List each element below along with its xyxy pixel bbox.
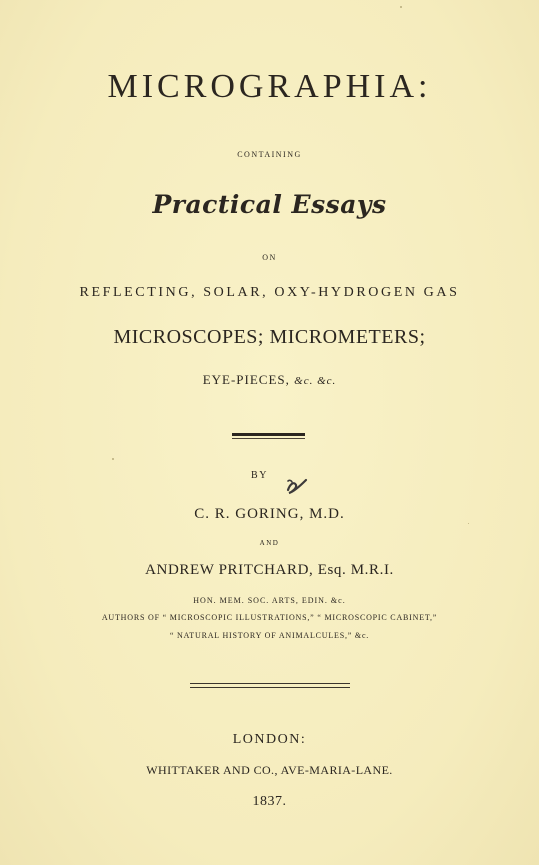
containing-label: CONTAINING xyxy=(237,150,302,159)
handwritten-mark-icon xyxy=(284,476,310,496)
paper-speck xyxy=(112,458,114,460)
imprint-place: LONDON: xyxy=(232,732,307,747)
book-title: MICROGRAPHIA: xyxy=(107,68,432,105)
double-rule-bottom xyxy=(190,687,350,688)
by-label: BY xyxy=(251,470,268,481)
credentials-line-3: “ NATURAL HISTORY OF ANIMALCULES,” &c. xyxy=(169,631,370,640)
double-rule-top xyxy=(190,683,350,684)
credentials-line-2: AUTHORS OF “ MICROSCOPIC ILLUSTRATIONS,” “ MICROSCOPIC CABINET,” xyxy=(101,613,438,622)
author-goring: C. R. GORING, M.D. xyxy=(194,506,345,522)
credentials-line-1: HON. MEM. SOC. ARTS, EDIN. &c. xyxy=(193,596,346,605)
subject-line-reflecting: REFLECTING, SOLAR, OXY-HYDROGEN GAS xyxy=(79,285,460,300)
subject-line-microscopes: MICROSCOPES; MICROMETERS; xyxy=(113,326,426,348)
ornamental-rule-thick xyxy=(232,433,305,436)
paper-speck xyxy=(468,523,469,524)
imprint-year: 1837. xyxy=(252,794,287,809)
eyepieces-text: EYE-PIECES, xyxy=(202,372,290,387)
on-label: ON xyxy=(262,253,277,262)
imprint-publisher: WHITTAKER AND CO., AVE-MARIA-LANE. xyxy=(146,763,393,777)
paper-speck xyxy=(400,6,402,8)
and-label: AND xyxy=(259,539,280,547)
author-pritchard: ANDREW PRITCHARD, Esq. M.R.I. xyxy=(145,562,394,578)
subtitle-practical-essays: Practical Essays xyxy=(152,190,387,219)
subject-line-eyepieces xyxy=(0,372,539,388)
ornamental-rule-thin xyxy=(232,438,305,439)
eyepieces-etc: &c. &c. xyxy=(294,375,337,387)
